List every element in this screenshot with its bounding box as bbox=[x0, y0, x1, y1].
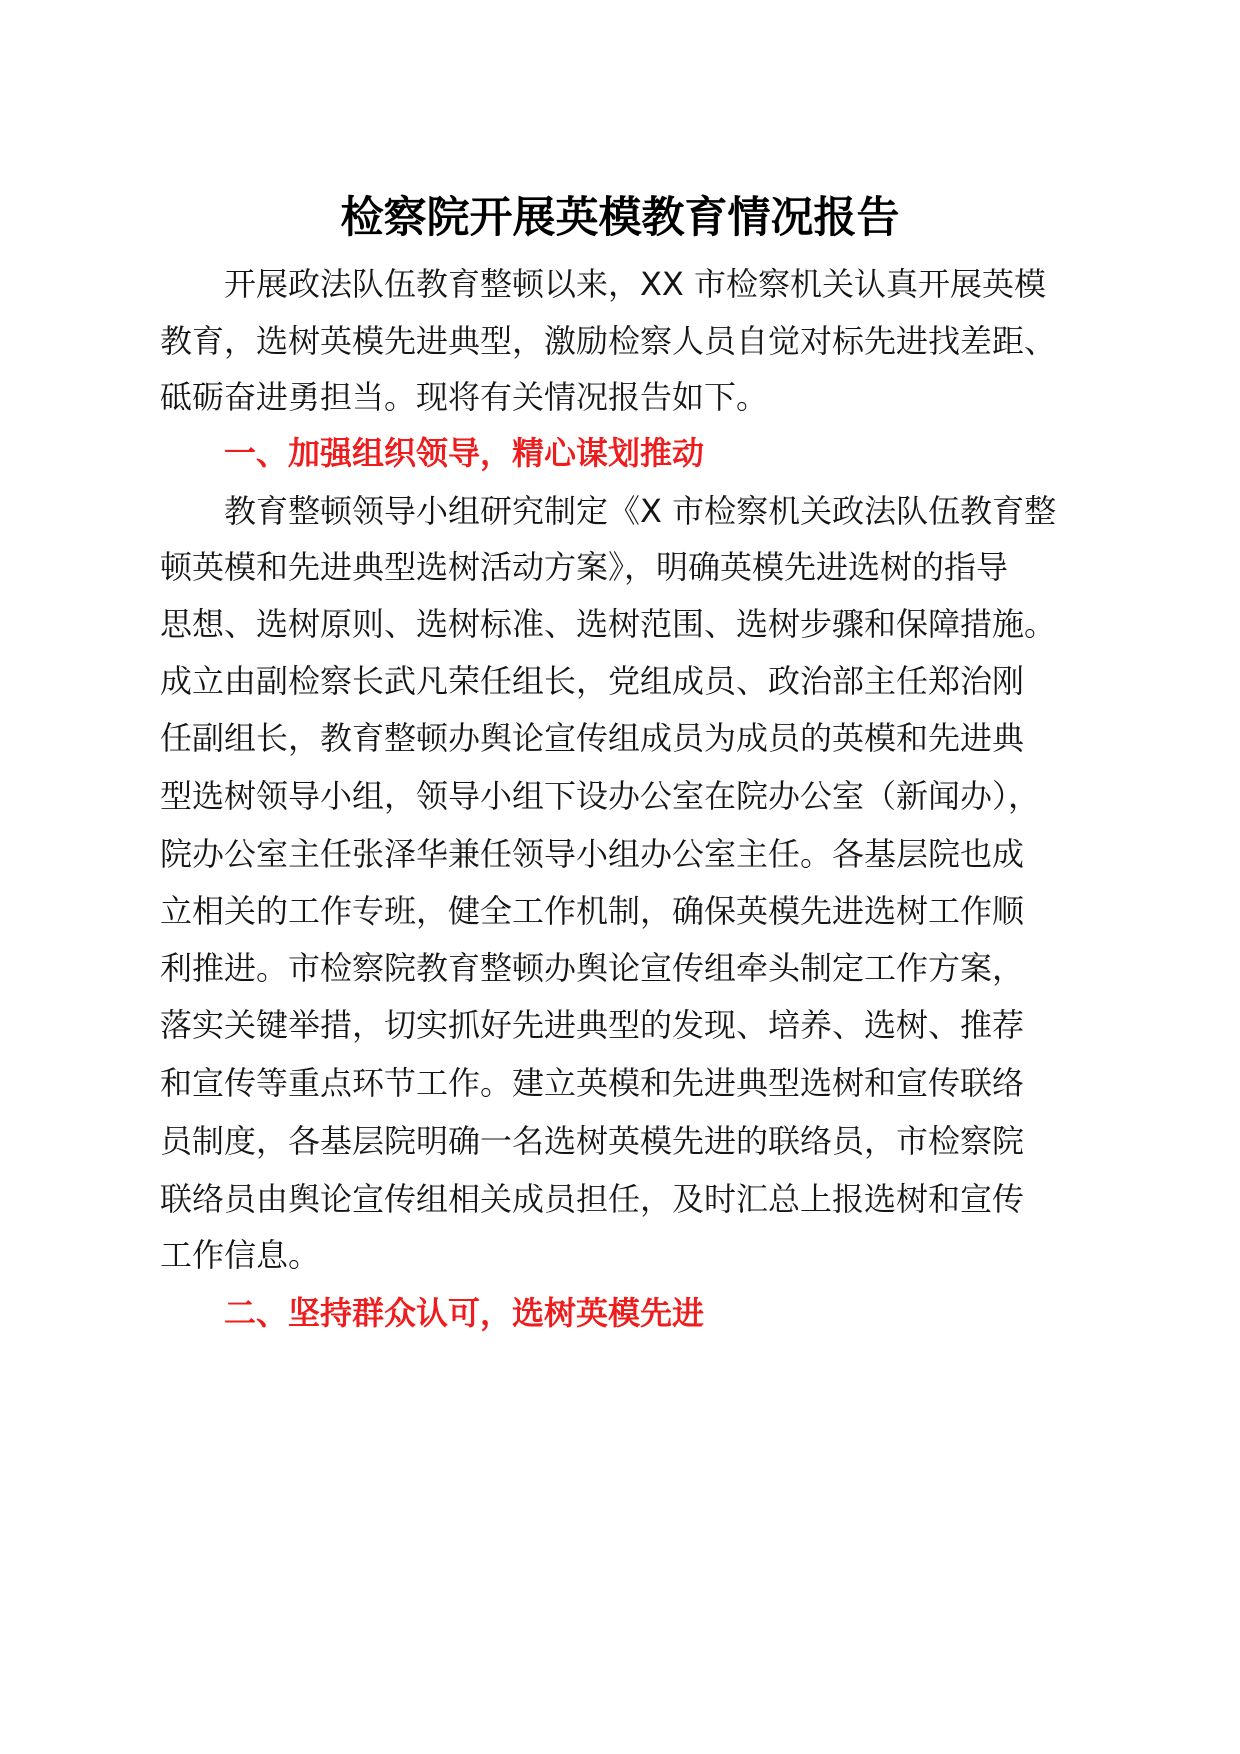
section-1-line-6: 型选树领导小组，领导小组下设办公室在院办公室（新闻办）， bbox=[160, 777, 1041, 815]
intro-line-1: 开展政法队伍教育整顿以来，XX 市检察机关认真开展英模 bbox=[224, 265, 1047, 303]
section-1-line-4: 成立由副检察长武凡荣任组长，党组成员、政治部主任郑治刚 bbox=[160, 662, 1025, 700]
section-1-line-2: 顿英模和先进典型选树活动方案》，明确英模先进选树的指导 bbox=[160, 548, 1009, 586]
section-1-line-14: 工作信息。 bbox=[160, 1236, 321, 1274]
section-2-heading: 二、坚持群众认可，选树英模先进 bbox=[224, 1294, 705, 1332]
intro-line-3: 砥砺奋进勇担当。现将有关情况报告如下。 bbox=[160, 378, 769, 416]
document-title: 检察院开展英模教育情况报告 bbox=[340, 193, 900, 243]
section-1-line-10: 落实关键举措，切实抓好先进典型的发现、培养、选树、推荐 bbox=[160, 1006, 1025, 1044]
section-1-line-3: 思想、选树原则、选树标准、选树范围、选树步骤和保障措施。 bbox=[160, 605, 1057, 643]
section-1-line-9: 利推进。市检察院教育整顿办舆论宣传组牵头制定工作方案， bbox=[160, 949, 1025, 987]
section-1-heading: 一、加强组织领导，精心谋划推动 bbox=[224, 434, 705, 472]
intro-line-2: 教育，选树英模先进典型，激励检察人员自觉对标先进找差距、 bbox=[160, 322, 1057, 360]
section-1-line-11: 和宣传等重点环节工作。建立英模和先进典型选树和宣传联络 bbox=[160, 1064, 1025, 1102]
section-1-line-12: 员制度，各基层院明确一名选树英模先进的联络员，市检察院 bbox=[160, 1122, 1025, 1160]
section-1-line-7: 院办公室主任张泽华兼任领导小组办公室主任。各基层院也成 bbox=[160, 835, 1025, 873]
section-1-line-1: 教育整顿领导小组研究制定《X 市检察机关政法队伍教育整 bbox=[224, 492, 1057, 530]
section-1-line-8: 立相关的工作专班，健全工作机制，确保英模先进选树工作顺 bbox=[160, 892, 1025, 930]
section-1-line-5: 任副组长，教育整顿办舆论宣传组成员为成员的英模和先进典 bbox=[160, 719, 1025, 757]
section-1-line-13: 联络员由舆论宣传组相关成员担任，及时汇总上报选树和宣传 bbox=[160, 1180, 1025, 1218]
